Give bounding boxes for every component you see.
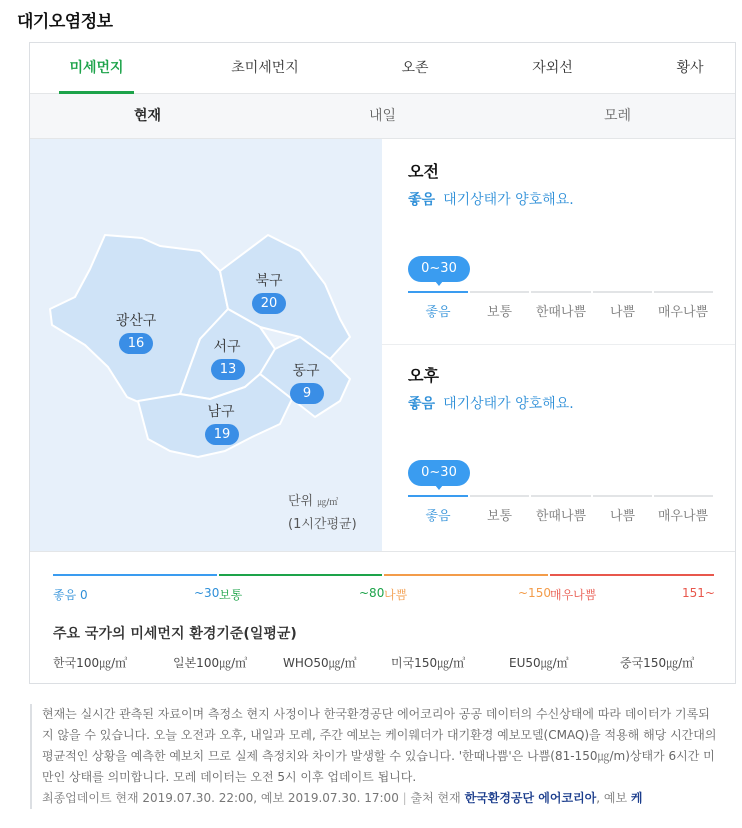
scale-segment-temp-bad <box>531 291 591 293</box>
scale-segment-very-bad <box>654 291 713 293</box>
scale-segment-bad <box>593 495 652 497</box>
data-notes <box>30 704 720 809</box>
forecast-period-title: 오후 <box>408 366 439 385</box>
scale-segment-bad <box>593 291 652 293</box>
update-time: 최종업데이트 현재 2019.07.30. 22:00, 예보 2019.07.30. 17:00 <box>42 791 399 805</box>
scale-label-temp-bad: 한때나쁨 <box>535 509 587 524</box>
legend-bar-bad <box>384 574 548 576</box>
district-name-seo[interactable]: 서구 <box>213 339 241 355</box>
source-link-airkorea[interactable]: 한국환경공단 에어코리아 <box>464 791 597 805</box>
scale-label-good: 좋음 <box>425 305 451 320</box>
tab-today[interactable]: 현재 <box>133 108 162 124</box>
standard-usa: 미국150㎍/㎥ <box>391 656 466 670</box>
forecast-grade: 좋음 <box>408 396 436 412</box>
standard-japan: 일본100㎍/㎥ <box>173 656 248 670</box>
notes-update-line <box>42 788 720 809</box>
standard-eu: EU50㎍/㎥ <box>509 656 569 670</box>
district-name-buk[interactable]: 북구 <box>255 273 283 289</box>
tab-day-after[interactable]: 모레 <box>603 108 632 124</box>
tab-ultrafine-dust[interactable]: 초미세먼지 <box>231 60 299 76</box>
forecast-status <box>408 189 574 209</box>
forecast-source-label: , 예보 <box>596 791 628 805</box>
scale-segment-very-bad <box>654 495 713 497</box>
legend-bar-very-bad <box>550 574 714 576</box>
legend-normal-end: ~30 <box>194 586 220 600</box>
legend-very-bad-end: ~150 <box>518 586 551 600</box>
unit-average: (1시간평균) <box>288 517 357 532</box>
district-value-nam: 19 <box>205 424 239 445</box>
tab-fine-dust[interactable]: 미세먼지 <box>69 60 124 76</box>
tab-yellow-dust[interactable]: 황사 <box>676 60 704 76</box>
standards-title: 주요 국가의 미세먼지 환경기준(일평균) <box>53 626 297 642</box>
tab-uv[interactable]: 자외선 <box>532 60 573 76</box>
scale-segment-good <box>408 495 468 497</box>
forecast-column <box>382 139 735 551</box>
forecast-message: 대기상태가 양호해요. <box>443 192 574 208</box>
unit-note <box>288 491 357 535</box>
legend-label-good: 좋음 0 <box>53 588 88 602</box>
forecast-message: 대기상태가 양호해요. <box>443 396 574 412</box>
scale-segment-normal <box>470 291 529 293</box>
forecast-grade: 좋음 <box>408 192 436 208</box>
district-name-nam[interactable]: 남구 <box>207 404 235 420</box>
scale-label-very-bad: 매우나쁨 <box>657 305 709 320</box>
legend-label-bad: 나쁨 <box>384 588 408 602</box>
source-label: 출처 현재 <box>410 791 461 805</box>
forecast-morning <box>382 139 735 344</box>
scale-segment-good <box>408 291 468 293</box>
pollutant-tabs <box>30 43 735 94</box>
legend-bar-good <box>53 574 217 576</box>
district-map <box>30 139 382 551</box>
legend-label-normal: 보통 <box>219 588 243 602</box>
district-value-gwangsan: 16 <box>119 333 153 354</box>
forecast-period-title: 오전 <box>408 162 439 181</box>
scale-label-temp-bad: 한때나쁨 <box>535 305 587 320</box>
unit-label: 단위 <box>288 494 314 509</box>
forecast-range-badge: 0~30 <box>408 460 470 486</box>
forecast-range-badge: 0~30 <box>408 256 470 282</box>
legend-bar-normal <box>219 574 382 576</box>
legend-bad-end: ~80 <box>359 586 385 600</box>
scale-segment-temp-bad <box>531 495 591 497</box>
source-link-kweather[interactable]: 케 <box>630 791 643 805</box>
tab-tomorrow[interactable]: 내일 <box>368 108 397 124</box>
separator: | <box>402 791 407 805</box>
scale-label-normal: 보통 <box>486 509 513 524</box>
scale-label-very-bad: 매우나쁨 <box>657 509 709 524</box>
scale-label-normal: 보통 <box>486 305 513 320</box>
scale-label-bad: 나쁨 <box>609 509 636 524</box>
district-value-dong: 9 <box>290 383 324 404</box>
legend-label-very-bad: 매우나쁨 <box>550 588 597 602</box>
district-value-buk: 20 <box>252 293 286 314</box>
standard-china: 중국150㎍/㎥ <box>620 656 695 670</box>
standard-korea: 한국100㎍/㎥ <box>53 656 128 670</box>
district-value-seo: 13 <box>211 359 245 380</box>
forecast-status <box>408 393 574 413</box>
district-name-gwangsan[interactable]: 광산구 <box>115 313 157 329</box>
tab-ozone[interactable]: 오존 <box>401 60 429 76</box>
forecast-afternoon <box>382 343 735 548</box>
page-title: 대기오염정보 <box>17 12 113 32</box>
legend-max: 151~ <box>682 586 715 600</box>
notes-text: 현재는 실시간 관측된 자료이며 측정소 현지 사정이나 한국환경공단 에어코리아 공공 데이터의 수신상태에 따라 데이터가 기록되지 않을 수 있습니다. 오늘 오전과 오후, 내일과 모레, 주간 예보는 케이웨더가 대기환경 예보모델(CMAQ)을 적용해 해당 시간대의 평균적인 상황을 예측한 예보치 므로 실제 측정치와 차이가 발생할 수 있습니다. '한때나쁨'은 나쁨(81-150㎍/m)상태가 6시간 미만인 상태를 의미합니다. 모레 데이터는 오전 5시 이후 업데이트 됩니다. <box>42 707 717 784</box>
standard-who: WHO50㎍/㎥ <box>283 656 357 670</box>
scale-label-bad: 나쁨 <box>609 305 636 320</box>
air-quality-panel <box>29 42 736 684</box>
unit-value: ㎍/㎥ <box>317 498 339 508</box>
day-tabs <box>30 94 735 139</box>
grade-legend <box>30 551 735 684</box>
scale-segment-normal <box>470 495 529 497</box>
district-name-dong[interactable]: 동구 <box>292 363 320 379</box>
scale-label-good: 좋음 <box>425 509 451 524</box>
